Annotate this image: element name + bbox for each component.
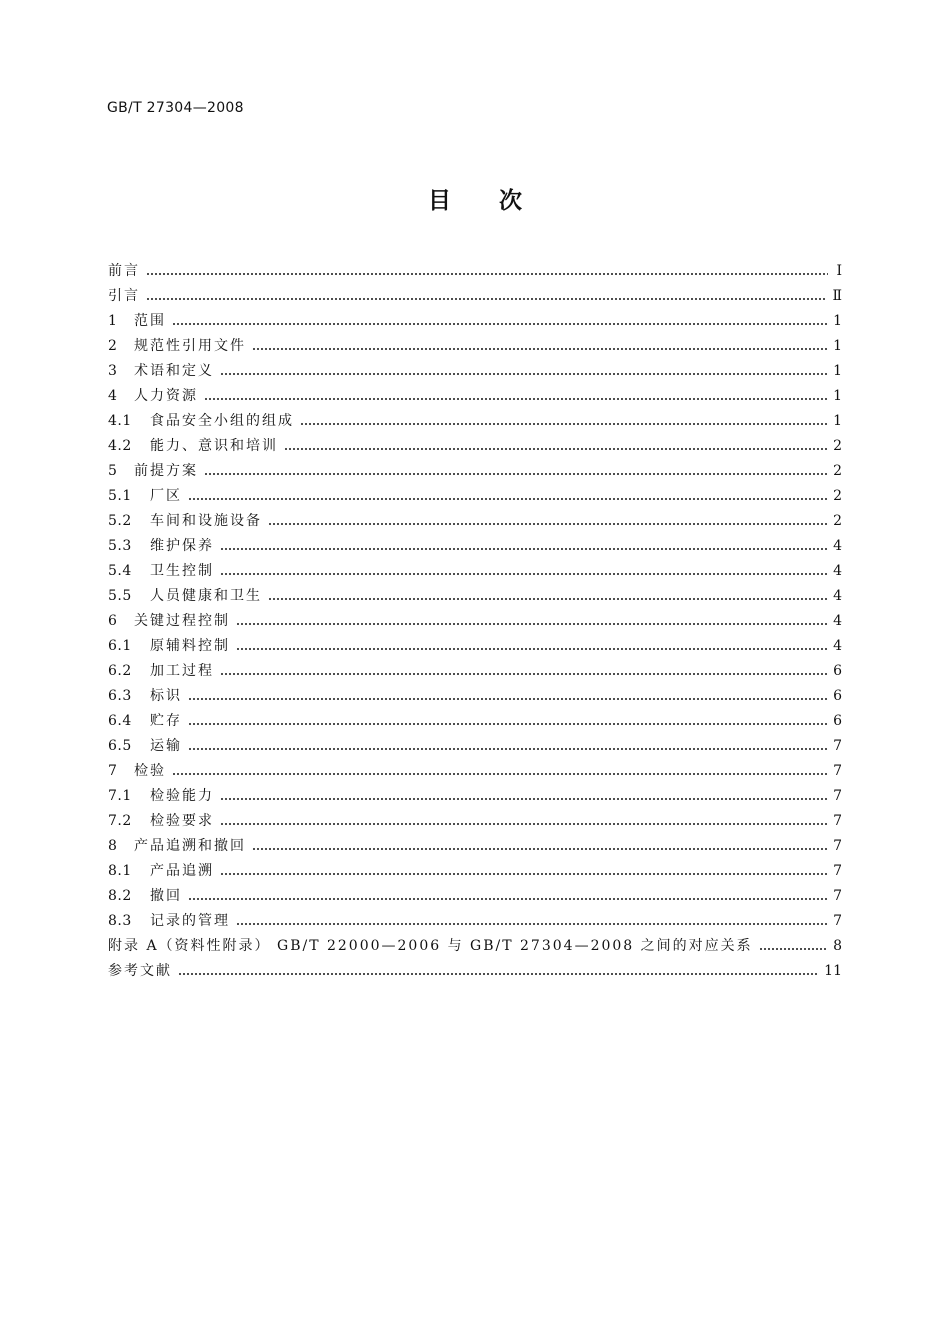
toc-entry-label: 原辅料控制 bbox=[150, 638, 230, 654]
toc-dot-leader bbox=[188, 898, 827, 900]
toc-entry-label: 人力资源 bbox=[134, 388, 198, 404]
toc-entry-label: 检验能力 bbox=[150, 788, 214, 804]
toc-entry-page: 6 bbox=[833, 663, 842, 679]
toc-entry-number: 6.3 bbox=[108, 688, 132, 704]
toc-entry-number: 5.5 bbox=[108, 588, 132, 604]
toc-entry-label: 车间和设施设备 bbox=[150, 513, 262, 529]
toc-entry[interactable] bbox=[108, 734, 842, 759]
toc-entry-number: 4.2 bbox=[108, 438, 132, 454]
toc-entry-number: 8.2 bbox=[108, 888, 132, 904]
toc-dot-leader bbox=[284, 448, 827, 450]
table-of-contents bbox=[108, 259, 842, 984]
toc-entry-page: 4 bbox=[833, 613, 842, 629]
page-title-part1: 目 bbox=[428, 188, 451, 214]
toc-dot-leader bbox=[220, 823, 827, 825]
toc-entry-number: 8.3 bbox=[108, 913, 132, 929]
toc-dot-leader bbox=[300, 423, 827, 425]
toc-entry-page: 4 bbox=[833, 638, 842, 654]
toc-entry[interactable] bbox=[108, 309, 842, 334]
toc-dot-leader bbox=[252, 848, 827, 850]
toc-entry-page: 4 bbox=[833, 538, 842, 554]
toc-entry[interactable] bbox=[108, 459, 842, 484]
toc-dot-leader bbox=[220, 573, 827, 575]
toc-dot-leader bbox=[146, 273, 828, 275]
toc-entry-label: 加工过程 bbox=[150, 663, 214, 679]
toc-dot-leader bbox=[252, 348, 827, 350]
toc-entry-number: 8.1 bbox=[108, 863, 132, 879]
toc-entry[interactable] bbox=[108, 434, 842, 459]
toc-dot-leader bbox=[178, 973, 818, 975]
toc-entry-page: 8 bbox=[833, 938, 842, 954]
toc-entry-page: 1 bbox=[833, 338, 842, 354]
toc-entry-label: 食品安全小组的组成 bbox=[150, 413, 294, 429]
toc-entry-page: 2 bbox=[833, 488, 842, 504]
toc-entry-page: 7 bbox=[833, 813, 842, 829]
toc-entry-page: 11 bbox=[824, 963, 842, 979]
toc-entry-number: 5.3 bbox=[108, 538, 132, 554]
toc-entry-label: 范围 bbox=[134, 313, 166, 329]
toc-entry-label: 维护保养 bbox=[150, 538, 214, 554]
toc-entry-label: 运输 bbox=[150, 738, 182, 754]
toc-entry-number: 4.1 bbox=[108, 413, 132, 429]
page-title bbox=[0, 182, 950, 215]
toc-entry-page: 7 bbox=[833, 838, 842, 854]
toc-entry-label: 贮存 bbox=[150, 713, 182, 729]
toc-entry[interactable] bbox=[108, 534, 842, 559]
toc-dot-leader bbox=[268, 523, 827, 525]
toc-entry[interactable] bbox=[108, 484, 842, 509]
toc-entry[interactable] bbox=[108, 759, 842, 784]
toc-entry[interactable] bbox=[108, 259, 842, 284]
toc-entry[interactable] bbox=[108, 909, 842, 934]
toc-entry[interactable] bbox=[108, 284, 842, 309]
toc-entry-label: 人员健康和卫生 bbox=[150, 588, 262, 604]
toc-entry-number: 3 bbox=[108, 363, 118, 379]
toc-entry-label: 关键过程控制 bbox=[134, 613, 230, 629]
toc-entry-page: 7 bbox=[833, 863, 842, 879]
toc-entry-number: 5.1 bbox=[108, 488, 132, 504]
toc-entry[interactable] bbox=[108, 609, 842, 634]
standard-code: GB/T 27304—2008 bbox=[107, 100, 244, 116]
toc-entry[interactable] bbox=[108, 834, 842, 859]
toc-entry-number: 5.2 bbox=[108, 513, 132, 529]
toc-dot-leader bbox=[220, 873, 827, 875]
toc-entry-page: Ⅰ bbox=[836, 263, 842, 279]
toc-entry-page: 2 bbox=[833, 438, 842, 454]
toc-entry-label: 参考文献 bbox=[108, 963, 172, 979]
toc-entry-label: 前提方案 bbox=[134, 463, 198, 479]
toc-entry-number: 6.5 bbox=[108, 738, 132, 754]
toc-entry-page: 7 bbox=[833, 738, 842, 754]
toc-entry-page: 6 bbox=[833, 713, 842, 729]
toc-entry-label: 能力、意识和培训 bbox=[150, 438, 278, 454]
toc-entry[interactable] bbox=[108, 709, 842, 734]
toc-entry-number: 8 bbox=[108, 838, 118, 854]
toc-entry-label: 前言 bbox=[108, 263, 140, 279]
toc-entry-label: 卫生控制 bbox=[150, 563, 214, 579]
toc-entry[interactable] bbox=[108, 934, 842, 959]
toc-entry-page: 7 bbox=[833, 888, 842, 904]
toc-entry-page: 2 bbox=[833, 513, 842, 529]
toc-entry-page: 7 bbox=[833, 788, 842, 804]
toc-entry-number: 4 bbox=[108, 388, 118, 404]
toc-dot-leader bbox=[188, 498, 827, 500]
toc-entry-label: 撤回 bbox=[150, 888, 182, 904]
toc-dot-leader bbox=[236, 648, 827, 650]
toc-entry-label: 附录 A（资料性附录） GB/T 22000—2006 与 GB/T 27304—2008 之间的对应关系 bbox=[108, 938, 753, 954]
toc-entry-label: 检验 bbox=[134, 763, 166, 779]
toc-dot-leader bbox=[236, 623, 827, 625]
toc-dot-leader bbox=[188, 748, 827, 750]
toc-entry-page: 7 bbox=[833, 913, 842, 929]
toc-dot-leader bbox=[220, 548, 827, 550]
toc-entry[interactable] bbox=[108, 659, 842, 684]
toc-entry-number: 7 bbox=[108, 763, 118, 779]
toc-entry-label: 厂区 bbox=[150, 488, 182, 504]
toc-entry-page: 1 bbox=[833, 388, 842, 404]
toc-dot-leader bbox=[172, 323, 827, 325]
toc-entry-page: 1 bbox=[833, 413, 842, 429]
toc-entry-label: 产品追溯 bbox=[150, 863, 214, 879]
toc-entry-page: 1 bbox=[833, 313, 842, 329]
toc-entry[interactable] bbox=[108, 509, 842, 534]
toc-entry-label: 标识 bbox=[150, 688, 182, 704]
toc-entry[interactable] bbox=[108, 959, 842, 984]
toc-entry-number: 6 bbox=[108, 613, 118, 629]
toc-entry-label: 产品追溯和撤回 bbox=[134, 838, 246, 854]
toc-entry-page: 7 bbox=[833, 763, 842, 779]
toc-dot-leader bbox=[204, 473, 827, 475]
toc-entry-label: 规范性引用文件 bbox=[134, 338, 246, 354]
toc-entry[interactable] bbox=[108, 559, 842, 584]
toc-dot-leader bbox=[188, 698, 827, 700]
toc-dot-leader bbox=[268, 598, 827, 600]
toc-entry[interactable] bbox=[108, 359, 842, 384]
toc-entry[interactable] bbox=[108, 634, 842, 659]
toc-entry-page: 4 bbox=[833, 588, 842, 604]
toc-entry-label: 检验要求 bbox=[150, 813, 214, 829]
toc-entry-label: 引言 bbox=[108, 288, 140, 304]
toc-entry-page: 1 bbox=[833, 363, 842, 379]
toc-entry-page: Ⅱ bbox=[832, 288, 842, 304]
toc-entry[interactable] bbox=[108, 334, 842, 359]
toc-dot-leader bbox=[220, 798, 827, 800]
toc-entry[interactable] bbox=[108, 684, 842, 709]
page-title-part2: 次 bbox=[499, 188, 522, 214]
toc-dot-leader bbox=[204, 398, 827, 400]
toc-entry-page: 4 bbox=[833, 563, 842, 579]
toc-entry-number: 6.2 bbox=[108, 663, 132, 679]
toc-entry[interactable] bbox=[108, 784, 842, 809]
toc-dot-leader bbox=[220, 373, 827, 375]
toc-entry-label: 术语和定义 bbox=[134, 363, 214, 379]
toc-entry[interactable] bbox=[108, 384, 842, 409]
toc-dot-leader bbox=[220, 673, 827, 675]
toc-entry[interactable] bbox=[108, 884, 842, 909]
toc-entry-number: 6.4 bbox=[108, 713, 132, 729]
toc-entry-number: 7.2 bbox=[108, 813, 132, 829]
toc-entry-number: 2 bbox=[108, 338, 118, 354]
toc-dot-leader bbox=[172, 773, 827, 775]
toc-entry-number: 5.4 bbox=[108, 563, 132, 579]
toc-entry-label: 记录的管理 bbox=[150, 913, 230, 929]
toc-entry-page: 2 bbox=[833, 463, 842, 479]
toc-entry-number: 7.1 bbox=[108, 788, 132, 804]
toc-entry-number: 1 bbox=[108, 313, 118, 329]
toc-entry-number: 5 bbox=[108, 463, 118, 479]
toc-entry[interactable] bbox=[108, 584, 842, 609]
toc-entry-number: 6.1 bbox=[108, 638, 132, 654]
toc-dot-leader bbox=[146, 298, 826, 300]
toc-dot-leader bbox=[236, 923, 827, 925]
toc-dot-leader bbox=[759, 948, 827, 950]
toc-entry[interactable] bbox=[108, 409, 842, 434]
toc-entry[interactable] bbox=[108, 809, 842, 834]
toc-dot-leader bbox=[188, 723, 827, 725]
toc-entry[interactable] bbox=[108, 859, 842, 884]
toc-entry-page: 6 bbox=[833, 688, 842, 704]
